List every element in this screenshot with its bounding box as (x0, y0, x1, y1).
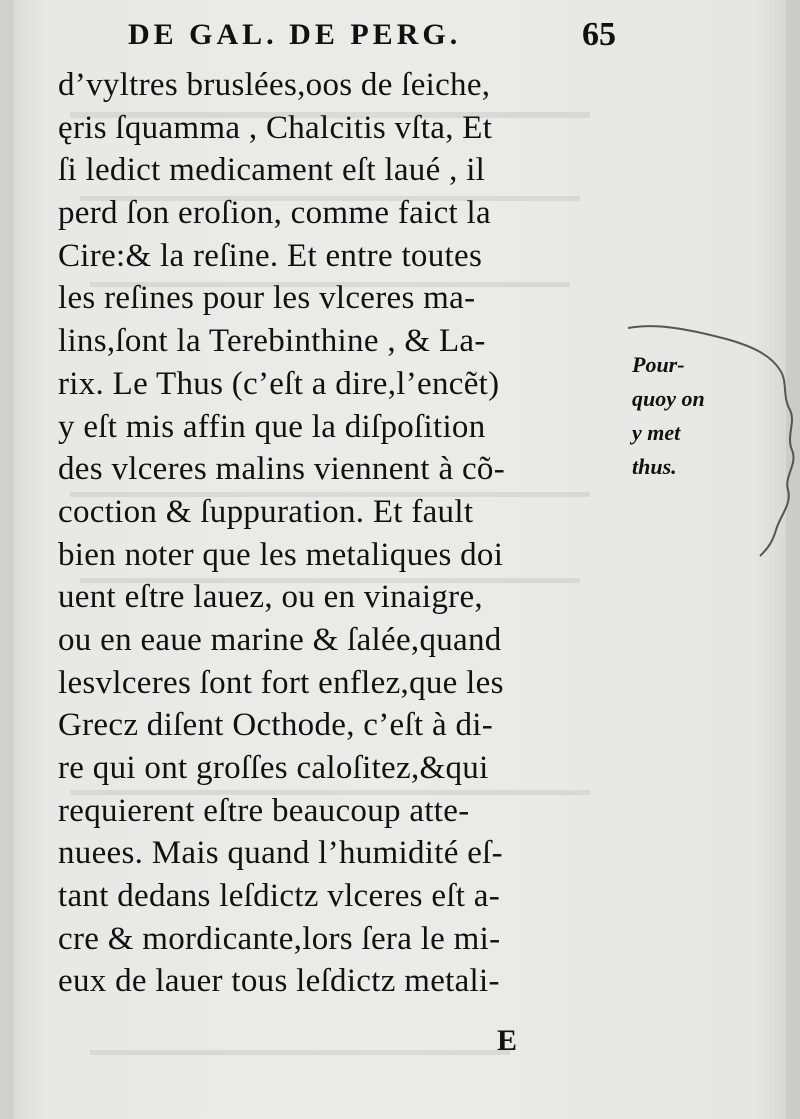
marginal-note-line: Pour- (632, 352, 685, 377)
text-line: uent eſtre lauez, ou en vinaigre, (58, 579, 483, 616)
text-line: re qui ont groſſes caloſitez,&qui (58, 750, 489, 786)
text-line: ou en eaue marine & ſalée,quand (58, 621, 502, 658)
text-line: ęris ſquamma , Chalcitis vſta, Et (58, 109, 493, 146)
text-line: Grecz diſent Octhode, c’eſt à di- (58, 707, 494, 744)
body-text (58, 64, 618, 1003)
text-line: cre & mordicante,lors ſera le mi- (58, 920, 501, 957)
text-line: les reſines pour les vlceres ma- (58, 280, 476, 317)
text-line: lins,ſont la Terebinthine , & La- (58, 323, 486, 360)
text-line: tant dedans leſdictz vlceres eſt a- (58, 878, 501, 915)
marginal-note (632, 348, 782, 484)
marginal-note-line: thus. (632, 454, 677, 479)
marginal-note-line: y met (632, 420, 681, 445)
text-line: y eſt mis affin que la diſpoſition (58, 408, 486, 445)
text-line: Cire:& la reſine. Et entre toutes (58, 237, 483, 274)
text-line: rix. Le Thus (c’eſt a dire,l’encẽt) (58, 365, 500, 402)
text-line: d’vyltres bruslées,oos de ſeiche, (58, 67, 491, 103)
marginal-note-line: quoy on (632, 386, 705, 411)
text-line: des vlceres malins viennent à cõ- (58, 451, 505, 488)
text-line: nuees. Mais quand l’humidité eſ- (58, 835, 503, 872)
text-line: perd ſon eroſion, comme faict la (58, 195, 491, 232)
text-line: ſi ledict medicament eſt laué , il (58, 152, 486, 189)
page-header (0, 14, 800, 54)
text-line: coction & ſuppuration. Et fault (58, 493, 474, 530)
page-number: 65 (582, 16, 616, 53)
running-head: DE GAL. DE PERG. (128, 18, 462, 51)
text-line: requierent eſtre beaucoup atte- (58, 792, 470, 829)
text-line: bien noter que les metaliques doi (58, 536, 504, 573)
signature-mark: E (497, 1024, 518, 1057)
text-line: lesvlceres ſont fort enflez,que les (58, 664, 504, 701)
text-line: eux de lauer tous leſdictz metali- (58, 963, 500, 1000)
